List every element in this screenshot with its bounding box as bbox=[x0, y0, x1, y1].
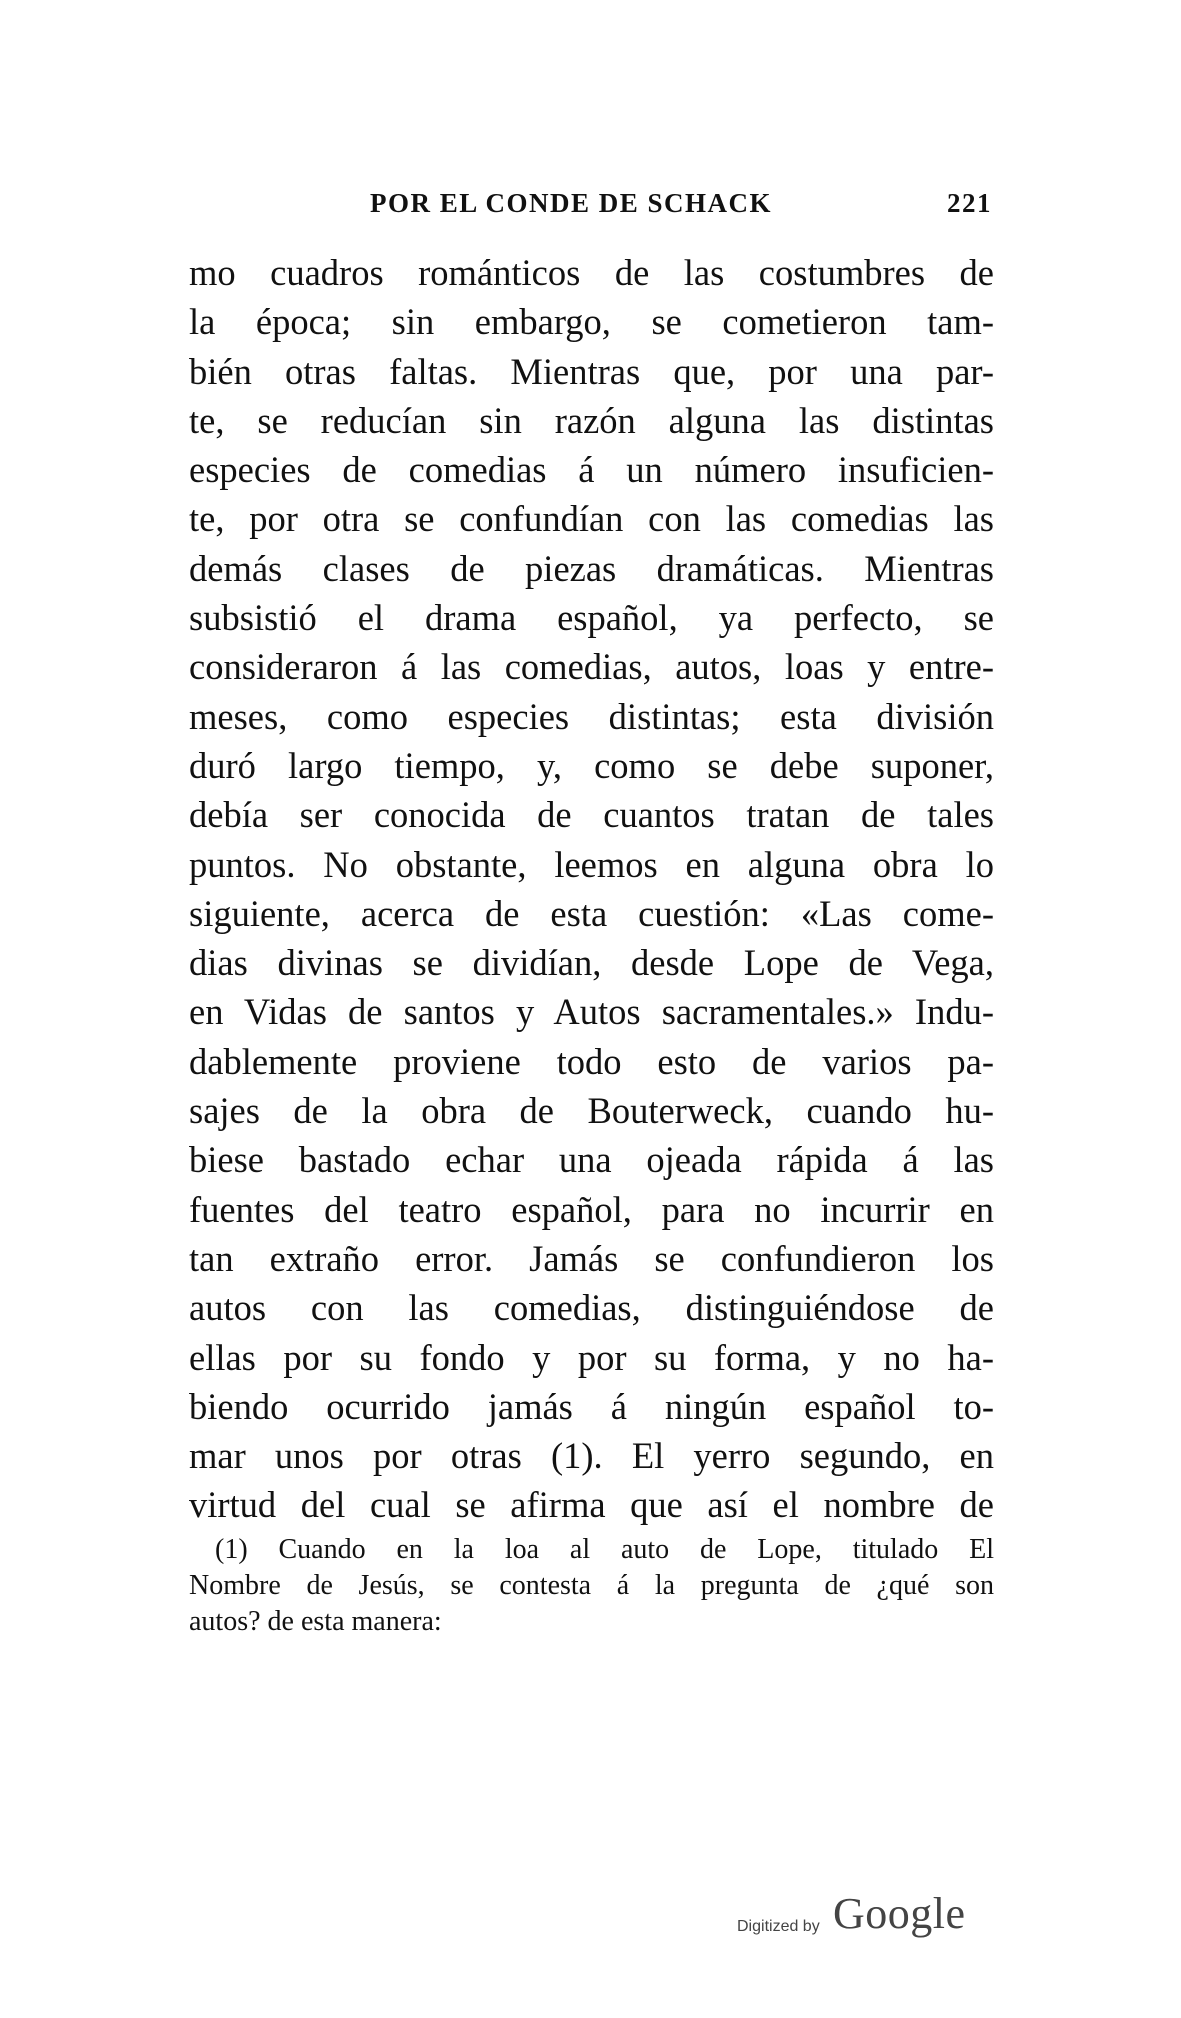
body-line: biese bastado echar una ojeada rápida á las bbox=[189, 1139, 994, 1181]
body-line: consideraron á las comedias, autos, loas y entre- bbox=[189, 646, 994, 688]
body-line: la época; sin embargo, se cometieron tam- bbox=[189, 301, 994, 343]
body-line: puntos. No obstante, leemos en alguna obra lo bbox=[189, 843, 994, 885]
body-line: sajes de la obra de Bouterweck, cuando hu- bbox=[189, 1090, 994, 1132]
body-line: siguiente, acerca de esta cuestión: «Las come- bbox=[189, 892, 994, 934]
body-line: demás clases de piezas dramáticas. Mientras bbox=[189, 547, 994, 589]
body-line: bién otras faltas. Mientras que, por una par- bbox=[189, 350, 994, 392]
body-line: virtud del cual se afirma que así el nombre de bbox=[189, 1484, 994, 1526]
body-line: especies de comedias á un número insuficien- bbox=[189, 449, 994, 491]
body-line: dablemente proviene todo esto de varios pa- bbox=[189, 1040, 994, 1082]
body-line: mar unos por otras (1). El yerro segundo, en bbox=[189, 1435, 994, 1477]
footnote-line: Nombre de Jesús, se contesta á la pregunta de ¿qué son bbox=[189, 1570, 994, 1601]
watermark-prefix: Digitized by bbox=[737, 1918, 820, 1935]
body-line: dias divinas se dividían, desde Lope de Vega, bbox=[189, 942, 994, 984]
body-line: mo cuadros románticos de las costumbres de bbox=[189, 252, 994, 293]
body-line: fuentes del teatro español, para no incurrir en bbox=[189, 1188, 994, 1230]
body-line: duró largo tiempo, y, como se debe suponer, bbox=[189, 744, 994, 786]
running-head-title: POR EL CONDE DE SCHACK bbox=[370, 188, 773, 218]
body-line: biendo ocurrido jamás á ningún español to- bbox=[189, 1385, 994, 1427]
body-line: meses, como especies distintas; esta división bbox=[189, 695, 994, 737]
page-number: 221 bbox=[947, 188, 992, 218]
body-line: debía ser conocida de cuantos tratan de tales bbox=[189, 794, 994, 836]
footnote-line: autos? de esta manera: bbox=[189, 1606, 442, 1637]
body-line: tan extraño error. Jamás se confundieron los bbox=[189, 1237, 994, 1279]
watermark-brand: Google bbox=[833, 1889, 966, 1938]
body-line: ellas por su fondo y por su forma, y no ha- bbox=[189, 1336, 994, 1378]
body-line: te, se reducían sin razón alguna las distintas bbox=[189, 399, 994, 441]
body-line: te, por otra se confundían con las comedias las bbox=[189, 498, 994, 540]
digitized-by-google-watermark bbox=[737, 1888, 999, 1948]
body-line: subsistió el drama español, ya perfecto, se bbox=[189, 597, 994, 639]
body-text bbox=[189, 248, 994, 1530]
running-head bbox=[370, 188, 992, 228]
footnote-line: (1) Cuando en la loa al auto de Lope, titulado El bbox=[215, 1534, 994, 1565]
body-line: autos con las comedias, distinguiéndose de bbox=[189, 1287, 994, 1329]
footnote bbox=[189, 1532, 994, 1640]
body-line: en Vidas de santos y Autos sacramentales.» Indu- bbox=[189, 991, 994, 1033]
